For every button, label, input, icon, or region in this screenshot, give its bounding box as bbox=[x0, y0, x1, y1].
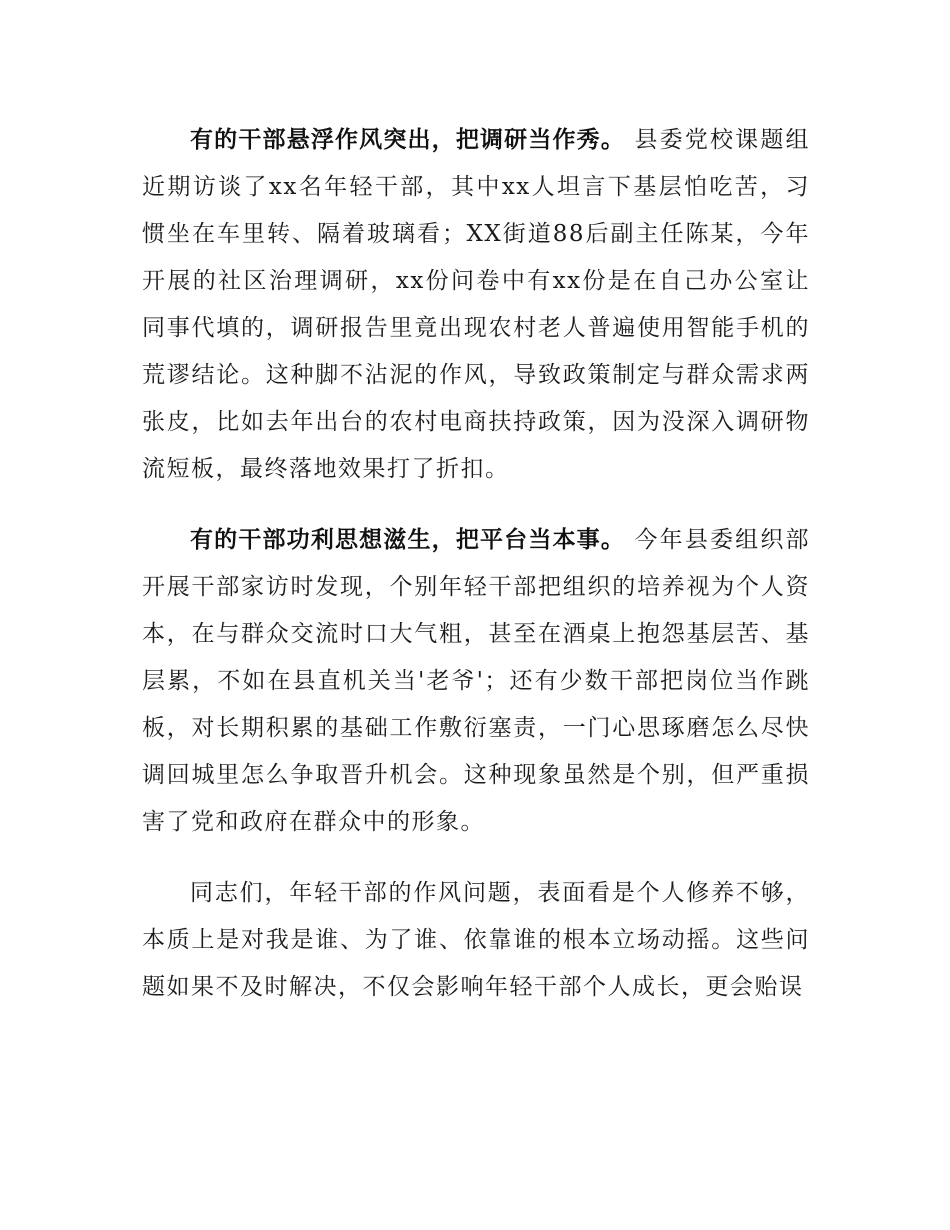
paragraph-1 bbox=[142, 117, 810, 493]
document-body bbox=[142, 117, 810, 1011]
paragraph-2-text: 今年县委组织部开展干部家访时发现，个别年轻干部把组织的培养视为个人资本，在与群众交流时口大气粗，甚至在酒桌上抱怨基层苦、基层累，不如在县直机关当'老爷'；还有少数干部把岗位当作跳板，对长期积累的基础工作敷衍塞责，一门心思琢磨怎么尽快调回城里怎么争取晋升机会。这种现象虽然是个别，但严重损害了党和政府在群众中的形象。 bbox=[142, 527, 810, 835]
paragraph-1-heading: 有的干部悬浮作风突出，把调研当作秀。 bbox=[190, 127, 626, 153]
paragraph-2-heading: 有的干部功利思想滋生，把平台当本事。 bbox=[190, 527, 626, 553]
paragraph-2 bbox=[142, 517, 810, 846]
paragraph-3 bbox=[142, 870, 810, 1011]
paragraph-1-text: 县委党校课题组近期访谈了xx名年轻干部，其中xx人坦言下基层怕吃苦，习惯坐在车里转、隔着玻璃看；XX街道88后副主任陈某，今年开展的社区治理调研，xx份问卷中有xx份是在自己办公室让同事代填的，调研报告里竟出现农村老人普遍使用智能手机的荒谬结论。这种脚不沾泥的作风，导致政策制定与群众需求两张皮，比如去年出台的农村电商扶持政策，因为没深入调研物流短板，最终落地效果打了折扣。 bbox=[142, 127, 810, 482]
paragraph-3-text: 同志们，年轻干部的作风问题，表面看是个人修养不够，本质上是对我是谁、为了谁、依靠谁的根本立场动摇。这些问题如果不及时解决，不仅会影响年轻干部个人成长，更会贻误 bbox=[142, 880, 810, 1000]
